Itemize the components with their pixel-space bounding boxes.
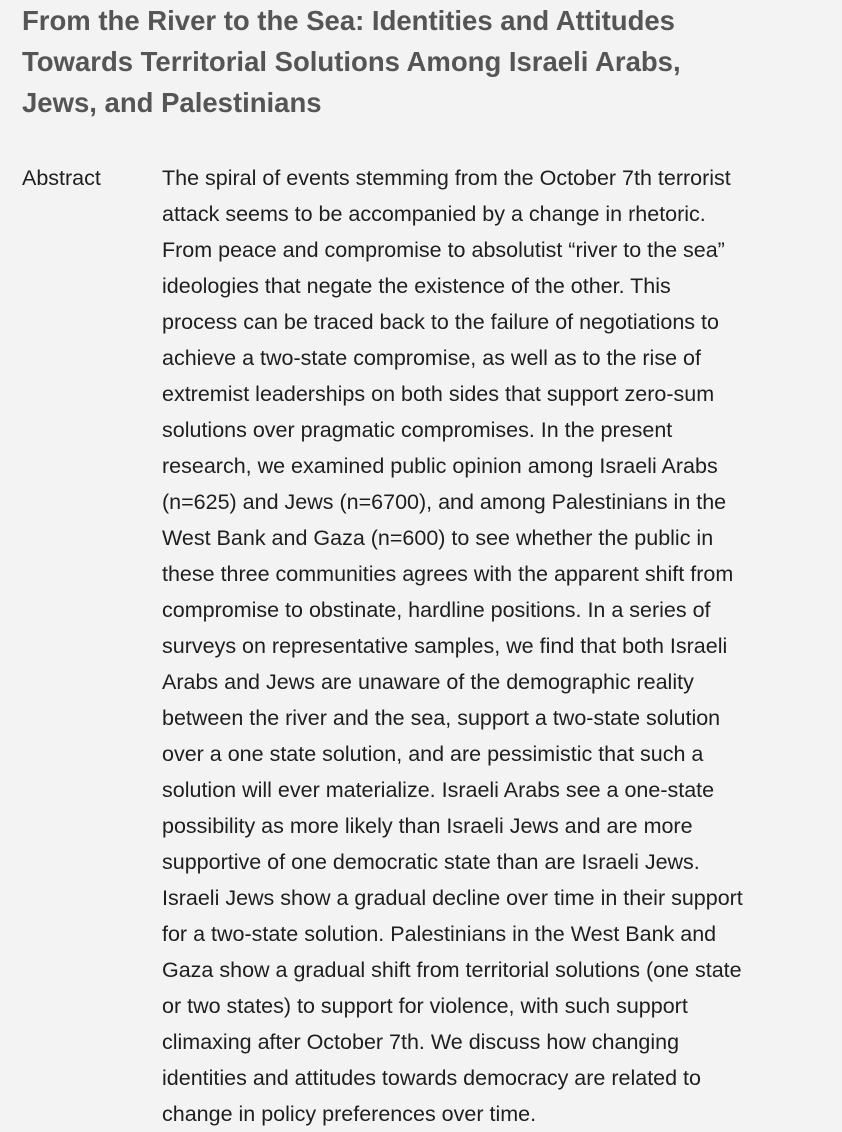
- abstract-line: ideologies that negate the existence of the other. This: [162, 274, 671, 298]
- abstract-line: solutions over pragmatic compromises. In the present: [162, 418, 673, 442]
- abstract-line: attack seems to be accompanied by a change in rhetoric.: [162, 202, 706, 226]
- abstract-line: extremist leaderships on both sides that support zero-sum: [162, 382, 715, 406]
- abstract-line: research, we examined public opinion among Israeli Arabs: [162, 454, 718, 478]
- abstract-line: these three communities agrees with the apparent shift from: [162, 562, 734, 586]
- abstract-line: Arabs and Jews are unaware of the demographic reality: [162, 670, 694, 694]
- abstract-line: (n=625) and Jews (n=6700), and among Palestinians in the: [162, 490, 727, 514]
- abstract-line: West Bank and Gaza (n=600) to see whether the public in: [162, 526, 714, 550]
- abstract-body: [162, 160, 822, 1132]
- abstract-line: surveys on representative samples, we find that both Israeli: [162, 634, 728, 658]
- abstract-line: The spiral of events stemming from the October 7th terrorist: [162, 166, 731, 190]
- abstract-line: for a two-state solution. Palestinians in the West Bank and: [162, 922, 717, 946]
- abstract-line: identities and attitudes towards democracy are related to: [162, 1066, 701, 1090]
- abstract-line: or two states) to support for violence, with such support: [162, 994, 688, 1018]
- abstract-line: Israeli Jews show a gradual decline over time in their support: [162, 886, 743, 910]
- abstract-line: between the river and the sea, support a two-state solution: [162, 706, 721, 730]
- abstract-line: climaxing after October 7th. We discuss how changing: [162, 1030, 680, 1054]
- abstract-line: process can be traced back to the failure of negotiations to: [162, 310, 719, 334]
- abstract-line: achieve a two-state compromise, as well as to the rise of: [162, 346, 701, 370]
- paper-title: [22, 0, 822, 123]
- abstract-line: solution will ever materialize. Israeli Arabs see a one-state: [162, 778, 715, 802]
- title-line: Towards Territorial Solutions Among Israeli Arabs,: [22, 46, 681, 77]
- abstract-line: compromise to obstinate, hardline positions. In a series of: [162, 598, 711, 622]
- abstract-line: From peace and compromise to absolutist “river to the sea”: [162, 238, 725, 262]
- abstract-line: Gaza show a gradual shift from territorial solutions (one state: [162, 958, 742, 982]
- title-line: From the River to the Sea: Identities and Attitudes: [22, 5, 675, 36]
- title-line: Jews, and Palestinians: [22, 87, 322, 118]
- abstract-label: Abstract: [22, 166, 101, 190]
- abstract-line: over a one state solution, and are pessimistic that such a: [162, 742, 704, 766]
- abstract-line: change in policy preferences over time.: [162, 1102, 537, 1126]
- abstract-line: possibility as more likely than Israeli Jews and are more: [162, 814, 693, 838]
- abstract-line: supportive of one democratic state than are Israeli Jews.: [162, 850, 700, 874]
